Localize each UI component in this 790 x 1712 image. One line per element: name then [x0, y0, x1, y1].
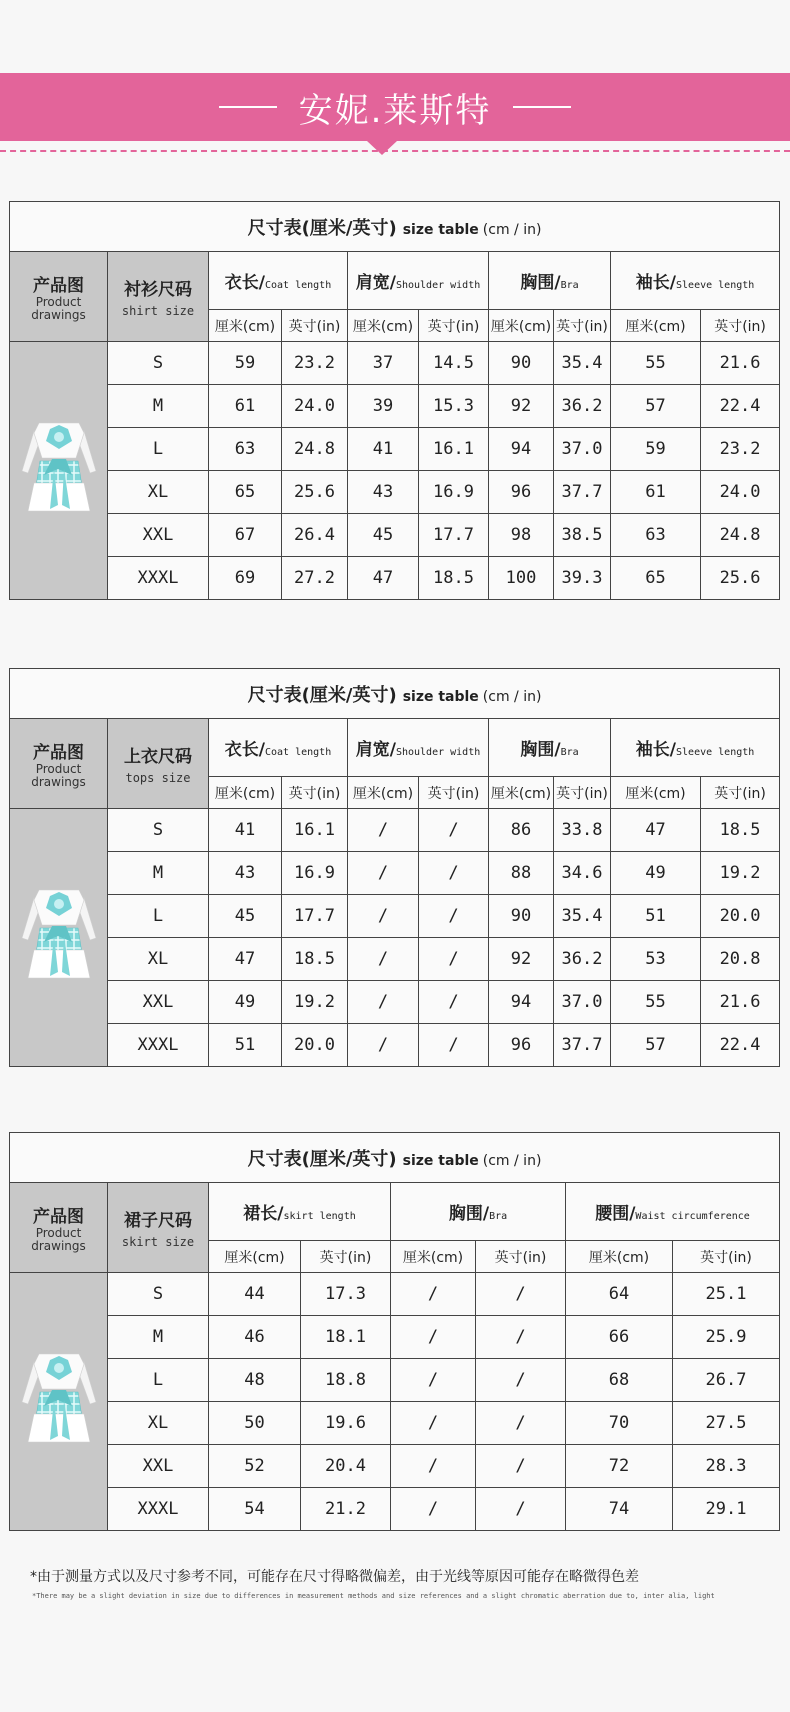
costume-illustration	[14, 1344, 104, 1454]
value-cell: 21.2	[301, 1488, 391, 1531]
value-cell: 90	[489, 895, 554, 938]
table-row	[10, 1402, 780, 1445]
value-cell: 61	[611, 471, 701, 514]
value-cell: 51	[611, 895, 701, 938]
value-cell: 37.0	[554, 428, 611, 471]
size-label: L	[108, 428, 209, 471]
value-cell: /	[348, 852, 419, 895]
table-row	[10, 557, 780, 600]
unit-in: 英寸(in)	[301, 1241, 391, 1273]
title-banner	[0, 73, 790, 141]
table-row	[10, 981, 780, 1024]
table-row	[10, 428, 780, 471]
value-cell: 47	[348, 557, 419, 600]
costume-illustration	[14, 880, 104, 990]
costume-illustration	[14, 413, 104, 523]
value-cell: 22.4	[701, 385, 780, 428]
value-cell: 19.2	[701, 852, 780, 895]
value-cell: 23.2	[282, 342, 348, 385]
value-cell: 72	[566, 1445, 673, 1488]
size-label: M	[108, 385, 209, 428]
value-cell: 17.3	[301, 1273, 391, 1316]
unit-in: 英寸(in)	[701, 310, 780, 342]
value-cell: 96	[489, 1024, 554, 1067]
value-cell: /	[476, 1445, 566, 1488]
size-label: XXL	[108, 1445, 209, 1488]
value-cell: 48	[209, 1359, 301, 1402]
measure-header-bra: 胸围/Bra	[489, 719, 611, 777]
product-drawings-header: 产品图 Product drawings	[10, 719, 108, 809]
value-cell: 86	[489, 809, 554, 852]
value-cell: 61	[209, 385, 282, 428]
table-row	[10, 852, 780, 895]
value-cell: /	[348, 938, 419, 981]
size-label: XL	[108, 471, 209, 514]
value-cell: /	[476, 1402, 566, 1445]
value-cell: /	[391, 1316, 476, 1359]
unit-in: 英寸(in)	[419, 777, 489, 809]
measure-header-coat-length: 衣长/Coat length	[209, 252, 348, 310]
value-cell: 51	[209, 1024, 282, 1067]
table-row	[10, 1316, 780, 1359]
value-cell: 100	[489, 557, 554, 600]
value-cell: 59	[209, 342, 282, 385]
banner-dashed-line	[0, 150, 790, 152]
value-cell: 66	[566, 1316, 673, 1359]
value-cell: 17.7	[419, 514, 489, 557]
unit-in: 英寸(in)	[282, 310, 348, 342]
value-cell: /	[419, 852, 489, 895]
value-cell: 92	[489, 385, 554, 428]
measure-header-skirt-length: 裙长/skirt length	[209, 1183, 391, 1241]
measure-header-waist: 腰围/Waist circumference	[566, 1183, 780, 1241]
value-cell: 25.1	[673, 1273, 780, 1316]
value-cell: /	[419, 981, 489, 1024]
value-cell: 18.5	[419, 557, 489, 600]
value-cell: 18.5	[701, 809, 780, 852]
value-cell: 59	[611, 428, 701, 471]
banner-title	[0, 73, 790, 141]
measure-header-sleeve-length: 袖长/Sleeve length	[611, 252, 780, 310]
disclaimer-cn: *由于测量方式以及尺寸参考不同，可能存在尺寸得略微偏差，由于光线等原因可能存在略微得色差	[30, 1569, 639, 1585]
value-cell: 37.7	[554, 471, 611, 514]
unit-in: 英寸(in)	[701, 777, 780, 809]
value-cell: 20.0	[282, 1024, 348, 1067]
table-row	[10, 1359, 780, 1402]
banner-notch	[367, 141, 397, 155]
value-cell: 49	[209, 981, 282, 1024]
unit-in: 英寸(in)	[673, 1241, 780, 1273]
value-cell: 43	[348, 471, 419, 514]
value-cell: 47	[209, 938, 282, 981]
value-cell: 25.9	[673, 1316, 780, 1359]
unit-in: 英寸(in)	[419, 310, 489, 342]
value-cell: /	[348, 895, 419, 938]
value-cell: 35.4	[554, 895, 611, 938]
value-cell: 55	[611, 342, 701, 385]
title-dash-right	[513, 106, 571, 108]
measure-header-bra: 胸围/Bra	[489, 252, 611, 310]
table-title: 尺寸表(厘米/英寸) size table (cm / in)	[10, 202, 780, 252]
unit-in: 英寸(in)	[554, 777, 611, 809]
value-cell: 16.9	[282, 852, 348, 895]
value-cell: 39	[348, 385, 419, 428]
value-cell: 16.1	[282, 809, 348, 852]
value-cell: 23.2	[701, 428, 780, 471]
value-cell: 55	[611, 981, 701, 1024]
value-cell: /	[419, 895, 489, 938]
unit-cm: 厘米(cm)	[566, 1241, 673, 1273]
value-cell: 57	[611, 385, 701, 428]
unit-cm: 厘米(cm)	[209, 1241, 301, 1273]
value-cell: 24.8	[701, 514, 780, 557]
value-cell: 22.4	[701, 1024, 780, 1067]
size-column-header: 上衣尺码 tops size	[108, 719, 209, 809]
unit-cm: 厘米(cm)	[348, 310, 419, 342]
disclaimer-en: *There may be a slight deviation in size due to differences in measurement methods and size references and a slight chromatic aberration due to, inter alia, light	[32, 1592, 715, 1600]
table-row	[10, 809, 780, 852]
table-row	[10, 342, 780, 385]
value-cell: /	[391, 1488, 476, 1531]
size-label: XXL	[108, 981, 209, 1024]
value-cell: 18.5	[282, 938, 348, 981]
value-cell: 15.3	[419, 385, 489, 428]
value-cell: /	[476, 1488, 566, 1531]
size-table-skirt	[9, 1132, 780, 1531]
measure-header-shoulder-width: 肩宽/Shoulder width	[348, 252, 489, 310]
product-image	[10, 1273, 108, 1531]
value-cell: 26.4	[282, 514, 348, 557]
value-cell: 63	[611, 514, 701, 557]
table-row	[10, 938, 780, 981]
size-table-shirt	[9, 201, 780, 600]
value-cell: /	[391, 1445, 476, 1488]
table-row	[10, 1024, 780, 1067]
size-label: XXL	[108, 514, 209, 557]
table-row	[10, 1488, 780, 1531]
value-cell: 94	[489, 981, 554, 1024]
value-cell: 33.8	[554, 809, 611, 852]
value-cell: 94	[489, 428, 554, 471]
value-cell: 19.6	[301, 1402, 391, 1445]
measure-header-bra: 胸围/Bra	[391, 1183, 566, 1241]
value-cell: 16.1	[419, 428, 489, 471]
unit-cm: 厘米(cm)	[489, 777, 554, 809]
value-cell: 14.5	[419, 342, 489, 385]
value-cell: 46	[209, 1316, 301, 1359]
value-cell: /	[348, 809, 419, 852]
value-cell: 43	[209, 852, 282, 895]
value-cell: 41	[348, 428, 419, 471]
value-cell: 24.0	[282, 385, 348, 428]
size-label: XXXL	[108, 1024, 209, 1067]
value-cell: 53	[611, 938, 701, 981]
value-cell: 16.9	[419, 471, 489, 514]
size-label: S	[108, 342, 209, 385]
value-cell: 20.4	[301, 1445, 391, 1488]
value-cell: 70	[566, 1402, 673, 1445]
value-cell: 26.7	[673, 1359, 780, 1402]
value-cell: 37.0	[554, 981, 611, 1024]
table-row	[10, 895, 780, 938]
value-cell: 21.6	[701, 981, 780, 1024]
product-drawings-header: 产品图 Product drawings	[10, 1183, 108, 1273]
value-cell: 20.8	[701, 938, 780, 981]
value-cell: 52	[209, 1445, 301, 1488]
product-drawings-header: 产品图 Product drawings	[10, 252, 108, 342]
value-cell: 37.7	[554, 1024, 611, 1067]
value-cell: 38.5	[554, 514, 611, 557]
value-cell: 19.2	[282, 981, 348, 1024]
value-cell: /	[391, 1402, 476, 1445]
product-title: 安妮.莱斯特	[298, 90, 492, 131]
value-cell: 65	[611, 557, 701, 600]
value-cell: 57	[611, 1024, 701, 1067]
value-cell: 74	[566, 1488, 673, 1531]
unit-cm: 厘米(cm)	[391, 1241, 476, 1273]
size-column-header: 衬衫尺码 shirt size	[108, 252, 209, 342]
table-row	[10, 471, 780, 514]
size-label: L	[108, 895, 209, 938]
value-cell: 54	[209, 1488, 301, 1531]
value-cell: 67	[209, 514, 282, 557]
value-cell: 35.4	[554, 342, 611, 385]
table-title: 尺寸表(厘米/英寸) size table (cm / in)	[10, 1133, 780, 1183]
measure-header-shoulder-width: 肩宽/Shoulder width	[348, 719, 489, 777]
value-cell: 69	[209, 557, 282, 600]
value-cell: 17.7	[282, 895, 348, 938]
value-cell: /	[476, 1316, 566, 1359]
value-cell: 27.2	[282, 557, 348, 600]
unit-cm: 厘米(cm)	[348, 777, 419, 809]
size-label: XXXL	[108, 1488, 209, 1531]
size-label: XL	[108, 1402, 209, 1445]
size-label: XXXL	[108, 557, 209, 600]
unit-in: 英寸(in)	[476, 1241, 566, 1273]
value-cell: /	[419, 809, 489, 852]
size-label: L	[108, 1359, 209, 1402]
value-cell: 36.2	[554, 938, 611, 981]
value-cell: 92	[489, 938, 554, 981]
unit-cm: 厘米(cm)	[611, 777, 701, 809]
table-title: 尺寸表(厘米/英寸) size table (cm / in)	[10, 669, 780, 719]
measure-header-sleeve-length: 袖长/Sleeve length	[611, 719, 780, 777]
size-label: M	[108, 1316, 209, 1359]
value-cell: 90	[489, 342, 554, 385]
value-cell: 39.3	[554, 557, 611, 600]
value-cell: 65	[209, 471, 282, 514]
size-label: XL	[108, 938, 209, 981]
unit-cm: 厘米(cm)	[209, 777, 282, 809]
value-cell: 45	[348, 514, 419, 557]
size-label: S	[108, 809, 209, 852]
unit-in: 英寸(in)	[282, 777, 348, 809]
value-cell: 37	[348, 342, 419, 385]
value-cell: 49	[611, 852, 701, 895]
table-row	[10, 1445, 780, 1488]
value-cell: /	[476, 1359, 566, 1402]
value-cell: 50	[209, 1402, 301, 1445]
value-cell: /	[476, 1273, 566, 1316]
value-cell: 47	[611, 809, 701, 852]
value-cell: 36.2	[554, 385, 611, 428]
value-cell: 34.6	[554, 852, 611, 895]
value-cell: 41	[209, 809, 282, 852]
table-row	[10, 1273, 780, 1316]
value-cell: 45	[209, 895, 282, 938]
unit-cm: 厘米(cm)	[209, 310, 282, 342]
value-cell: 20.0	[701, 895, 780, 938]
value-cell: 25.6	[282, 471, 348, 514]
value-cell: 18.8	[301, 1359, 391, 1402]
value-cell: /	[419, 1024, 489, 1067]
value-cell: 21.6	[701, 342, 780, 385]
unit-cm: 厘米(cm)	[489, 310, 554, 342]
value-cell: 88	[489, 852, 554, 895]
value-cell: 24.0	[701, 471, 780, 514]
size-label: M	[108, 852, 209, 895]
table-row	[10, 385, 780, 428]
value-cell: 29.1	[673, 1488, 780, 1531]
value-cell: 24.8	[282, 428, 348, 471]
size-label: S	[108, 1273, 209, 1316]
product-image	[10, 342, 108, 600]
unit-in: 英寸(in)	[554, 310, 611, 342]
value-cell: 64	[566, 1273, 673, 1316]
value-cell: 25.6	[701, 557, 780, 600]
value-cell: 63	[209, 428, 282, 471]
value-cell: /	[391, 1359, 476, 1402]
value-cell: /	[348, 981, 419, 1024]
value-cell: 27.5	[673, 1402, 780, 1445]
value-cell: 96	[489, 471, 554, 514]
table-row	[10, 514, 780, 557]
size-table-tops	[9, 668, 780, 1067]
unit-cm: 厘米(cm)	[611, 310, 701, 342]
size-column-header: 裙子尺码 skirt size	[108, 1183, 209, 1273]
value-cell: 18.1	[301, 1316, 391, 1359]
product-image	[10, 809, 108, 1067]
value-cell: 98	[489, 514, 554, 557]
title-dash-left	[219, 106, 277, 108]
value-cell: 28.3	[673, 1445, 780, 1488]
value-cell: 68	[566, 1359, 673, 1402]
measure-header-coat-length: 衣长/Coat length	[209, 719, 348, 777]
value-cell: /	[419, 938, 489, 981]
value-cell: /	[391, 1273, 476, 1316]
value-cell: 44	[209, 1273, 301, 1316]
value-cell: /	[348, 1024, 419, 1067]
